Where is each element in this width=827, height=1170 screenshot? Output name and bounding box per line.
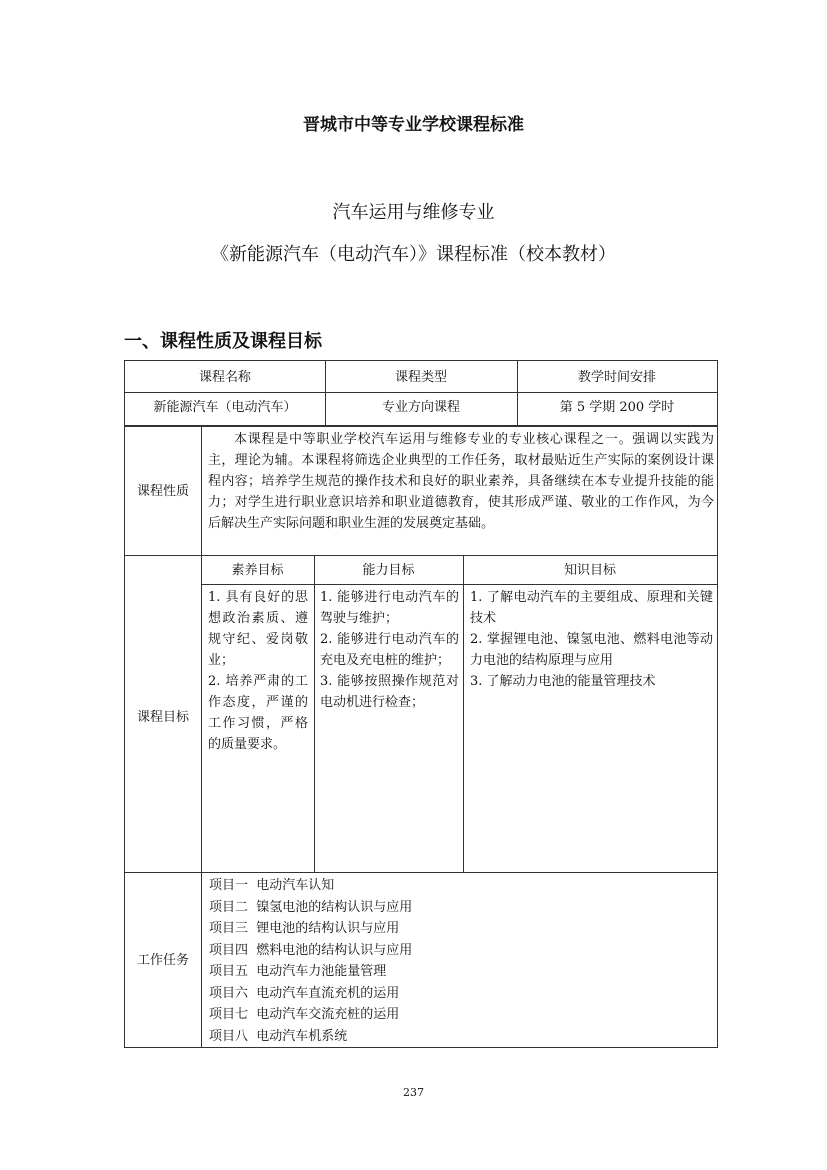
knowledge-goal-item: 2. 掌握锂电池、镍氢电池、燃料电池等动力电池的结构原理与应用 — [470, 632, 713, 668]
quality-goals — [208, 587, 308, 755]
knowledge-goals — [470, 587, 713, 692]
section-heading: 一、课程性质及课程目标 — [124, 331, 322, 352]
page-number: 237 — [403, 1086, 424, 1099]
course-detail-table — [124, 426, 718, 873]
value-schedule: 第 5 学期 200 学时 — [559, 400, 675, 415]
work-task-item: 项目八 电动汽车机系统 — [209, 1028, 348, 1044]
work-task-list — [209, 875, 709, 1047]
work-task-item: 项目三 锂电池的结构认识与应用 — [209, 921, 400, 936]
work-tasks-table — [124, 872, 718, 1048]
course-info-table — [124, 360, 718, 426]
ability-goals — [320, 587, 459, 713]
document-title: 晋城市中等专业学校课程标准 — [303, 115, 524, 135]
label-course-nature: 课程性质 — [136, 484, 189, 499]
work-task-item: 项目七 电动汽车交流充桩的运用 — [209, 1007, 400, 1022]
work-task-item: 项目一 电动汽车认知 — [209, 878, 335, 893]
label-work-tasks: 工作任务 — [136, 953, 189, 968]
course-subtitle: 《新能源汽车（电动汽车）》课程标准（校本教材） — [211, 244, 616, 265]
work-task-item: 项目六 电动汽车直流充机的运用 — [209, 985, 400, 1001]
header-ability-goal: 能力目标 — [362, 563, 415, 578]
value-course-type: 专业方向课程 — [381, 400, 460, 415]
header-knowledge-goal: 知识目标 — [563, 563, 616, 578]
label-course-goals: 课程目标 — [136, 710, 189, 725]
value-course-name: 新能源汽车（电动汽车） — [153, 400, 297, 415]
knowledge-goal-item: 3. 了解动力电池的能量管理技术 — [470, 674, 656, 689]
header-schedule: 教学时间安排 — [577, 370, 656, 385]
ability-goal-item: 2. 能够进行电动汽车的充电及充电桩的维护； — [320, 632, 459, 668]
work-task-item: 项目二 镍氢电池的结构认识与应用 — [209, 899, 413, 915]
header-course-name: 课程名称 — [198, 370, 251, 385]
work-task-item: 项目四 燃料电池的结构认识与应用 — [209, 942, 413, 958]
quality-goal-item: 1. 具有良好的思想政治素质、遵规守纪、爱岗敬业； — [208, 590, 308, 668]
ability-goal-item: 3. 能够按照操作规范对电动机进行检查； — [320, 674, 459, 710]
header-course-type: 课程类型 — [394, 370, 447, 385]
major-subtitle: 汽车运用与维修专业 — [332, 202, 495, 223]
quality-goal-item: 2. 培养严肃的工作态度，严谨的工作习惯，严格的质量要求。 — [208, 674, 308, 752]
course-nature-text: 本课程是中等职业学校汽车运用与维修专业的专业核心课程之一。强调以实践为主，理论为辅。本课程将筛选企业典型的工作任务，取材最贴近生产实际的案例设计课程内容；培养学生规范的操作技术和良好的职业素养，具备继续在本专业提升技能的能力；对学生进行职业意识培养和职业道德教育，使其形成严谨、敬业的工作作风，为今后解决生产实际问题和职业生涯的发展奠定基础。 — [208, 432, 714, 531]
work-task-item: 项目五 电动汽车力池能量管理 — [209, 964, 387, 979]
knowledge-goal-item: 1. 了解电动汽车的主要组成、原理和关键技术 — [470, 590, 713, 626]
header-quality-goal: 素养目标 — [231, 563, 284, 578]
ability-goal-item: 1. 能够进行电动汽车的驾驶与维护； — [320, 590, 459, 626]
